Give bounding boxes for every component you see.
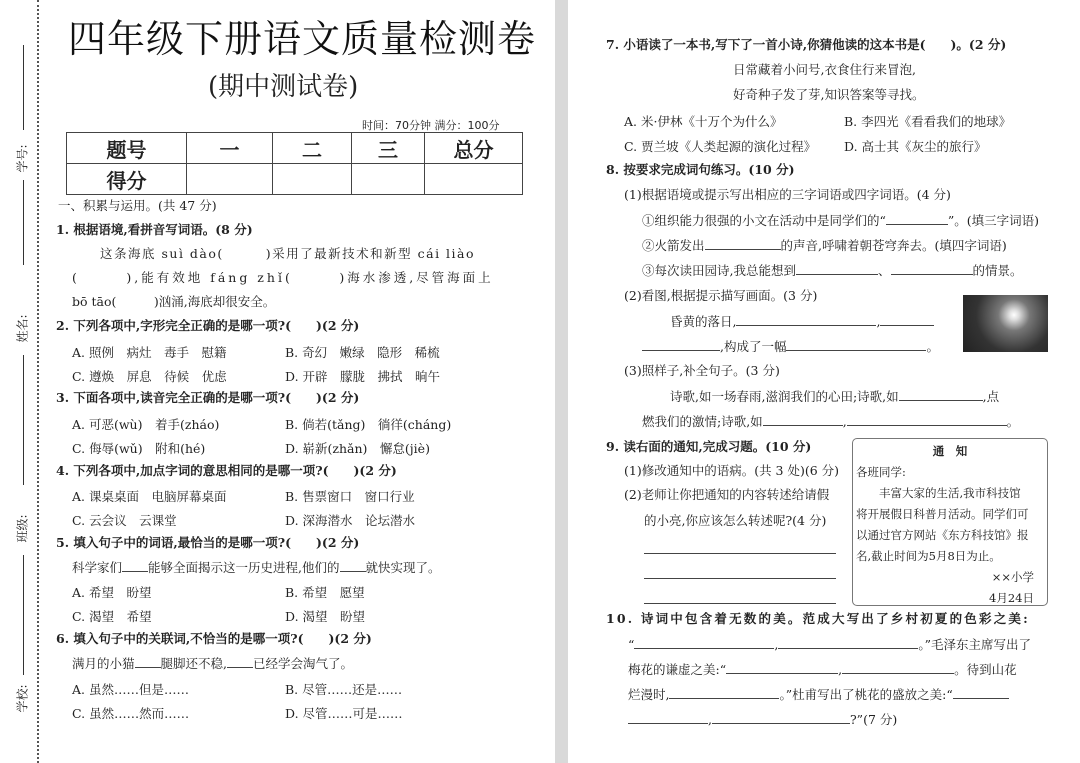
option-a[interactable]: A. 照例 病灶 毒手 慰籍: [72, 345, 227, 360]
binding-line: [37, 0, 39, 763]
page-subtitle: (期中测试卷): [208, 72, 359, 102]
question-title: 2. 下列各项中,字形完全正确的是哪一项?( )(2 分): [56, 318, 360, 333]
text: ?”(7 分): [849, 712, 898, 727]
sunset-image: [963, 295, 1048, 352]
option-b[interactable]: B. 倘若(tǎng) 徜徉(cháng): [285, 417, 452, 432]
question-title: 4. 下列各项中,加点字词的意思相同的是哪一项?( )(2 分): [56, 463, 397, 478]
text: 昏黄的落日,: [670, 314, 737, 329]
question-text: [72, 559, 441, 576]
margin-label-class: 班级:: [15, 514, 30, 543]
answer-line[interactable]: [644, 591, 836, 604]
text: ,: [708, 712, 712, 727]
score-cell[interactable]: [352, 164, 425, 195]
score-cell[interactable]: [425, 164, 523, 195]
option-c[interactable]: C. 虽然……然而……: [72, 706, 190, 721]
text: ,: [876, 314, 881, 329]
notice-signature: ××小学: [991, 570, 1034, 584]
option-d[interactable]: D. 尽管……可是……: [285, 706, 403, 721]
text: 腿脚还不稳,: [160, 656, 227, 671]
blank[interactable]: [642, 338, 720, 351]
question-title: 6. 填入句子中的关联词,不恰当的是哪一项?( )(2 分): [56, 631, 372, 646]
question-text: 这条海底 suì dào( )采用了最新技术和新型 cái liào: [100, 246, 476, 261]
row-label: 得分: [67, 164, 187, 195]
blank[interactable]: [628, 711, 708, 724]
text: ,构成了一幅: [720, 339, 787, 354]
subquestion-title: (3)照样子,补全句子。(3 分): [624, 363, 780, 378]
text: 就快实现了。: [365, 560, 441, 575]
notice-greeting: 各班同学:: [856, 465, 906, 479]
option-a[interactable]: A. 可恶(wù) 着手(zháo): [72, 417, 220, 432]
option-a[interactable]: A. 课桌桌面 电脑屏幕桌面: [72, 489, 227, 504]
question-text: bō tāo( )汹涌,海底却很安全。: [72, 294, 276, 309]
question-title: 9. 读右面的通知,完成习题。(10 分): [606, 439, 812, 454]
text: 的情景。: [972, 263, 1023, 278]
margin-label-school: 学校:: [15, 684, 30, 713]
blank[interactable]: [899, 388, 983, 401]
blank[interactable]: [736, 313, 876, 326]
score-cell[interactable]: [187, 164, 273, 195]
question-text: [72, 655, 353, 672]
margin-label-name: 姓名:: [15, 314, 30, 343]
question-text: [670, 313, 934, 330]
blank[interactable]: [712, 711, 850, 724]
answer-line: [23, 45, 24, 130]
notice-body: 将开展假日科普月活动。同学们可: [856, 507, 1029, 521]
option-d[interactable]: D. 渴望 盼望: [285, 609, 366, 624]
blank[interactable]: [886, 212, 948, 225]
text: 。待到山花: [954, 662, 1017, 677]
text: 、: [877, 263, 891, 278]
question-text: [642, 212, 1039, 229]
option-a[interactable]: A. 米·伊林《十万个为什么》: [624, 114, 783, 129]
score-table: [66, 132, 523, 195]
question-text: [628, 711, 897, 728]
blank[interactable]: [847, 413, 1007, 426]
option-b[interactable]: B. 尽管……还是……: [285, 682, 403, 697]
text: ①组织能力很强的小文在活动中是同学们的“: [642, 213, 886, 228]
page-title: 四年级下册语文质量检测卷: [68, 17, 537, 61]
question-text: [642, 413, 1019, 430]
question-text: [670, 388, 999, 405]
text: 燃我们的激情;诗歌,如: [642, 414, 763, 429]
blank[interactable]: [880, 313, 934, 326]
subquestion-title: (1)修改通知中的语病。(共 3 处)(6 分): [624, 463, 840, 478]
option-c[interactable]: C. 遵焕 屏息 待候 优虑: [72, 369, 227, 384]
blank[interactable]: [669, 686, 779, 699]
text: ”。(填三字词语): [947, 213, 1040, 228]
notice-body: 丰富大家的生活,我市科技馆: [856, 486, 1021, 500]
text: ,: [838, 662, 843, 677]
text: 满月的小猫: [72, 656, 135, 671]
option-a[interactable]: A. 虽然……但是……: [72, 682, 189, 697]
poem-line: 日常藏着小问号,衣食住行来冒泡,: [733, 62, 916, 77]
blank[interactable]: [786, 338, 926, 351]
blank[interactable]: [122, 559, 148, 572]
text: ,: [842, 414, 847, 429]
question-text: [642, 338, 939, 355]
table-header: 三: [352, 133, 425, 164]
text: ,: [774, 637, 779, 652]
notice-box: [852, 438, 1048, 606]
text: 梅花的谦虚之美:“: [628, 662, 727, 677]
exam-meta: 时间：70分钟 满分：100分: [362, 119, 500, 132]
answer-line: [23, 555, 24, 675]
blank[interactable]: [953, 686, 1009, 699]
notice-date: 4月24日: [989, 591, 1034, 605]
section-heading: 一、积累与运用。(共 47 分): [58, 198, 217, 213]
score-cell[interactable]: [273, 164, 352, 195]
question-title: 1. 根据语境,看拼音写词语。(8 分): [56, 222, 253, 237]
option-c[interactable]: C. 侮辱(wǔ) 附和(hé): [72, 441, 206, 456]
subquestion-title: (2)看图,根据提示描写画面。(3 分): [624, 288, 818, 303]
question-text: ( ),能有效地 fáng zhǐ( )海水渗透,尽管海面上: [72, 270, 494, 285]
text: 的声音,呼啸着朝苍穹奔去。(填四字词语): [780, 238, 1007, 253]
text: 烂漫时,: [628, 687, 670, 702]
option-b[interactable]: B. 李四光《看看我们的地球》: [844, 114, 1012, 129]
question-text: [642, 237, 1007, 254]
notice-title: 通 知: [932, 444, 968, 458]
text: ②火箭发出: [642, 238, 705, 253]
option-d[interactable]: D. 开辟 朦胧 拂拭 晌午: [285, 369, 441, 384]
answer-line[interactable]: [644, 566, 836, 579]
question-title: 7. 小语读了一本书,写下了一首小诗,你猜他读的这本书是( )。(2 分): [606, 37, 1007, 52]
option-d[interactable]: D. 高士其《灰尘的旅行》: [844, 139, 987, 154]
question-title: 5. 填入句子中的词语,最恰当的是哪一项?( )(2 分): [56, 535, 360, 550]
text: 科学家们: [72, 560, 123, 575]
text: ③每次读田园诗,我总能想到: [642, 263, 796, 278]
blank[interactable]: [634, 636, 774, 649]
option-d[interactable]: D. 深海潜水 论坛潜水: [285, 513, 416, 528]
poem-line: 好奇种子发了芽,知识答案等寻找。: [733, 87, 925, 102]
text: 。”杜甫写出了桃花的盛放之美:“: [779, 687, 953, 702]
option-b[interactable]: B. 希望 愿望: [285, 585, 365, 600]
blank[interactable]: [705, 237, 781, 250]
question-text: [628, 686, 1009, 703]
answer-line: [23, 180, 24, 265]
text: 诗歌,如一场春雨,滋润我们的心田;诗歌,如: [670, 389, 899, 404]
right-page: [568, 0, 1080, 763]
blank[interactable]: [778, 636, 918, 649]
blank[interactable]: [227, 655, 253, 668]
margin-label-id: 学号:: [15, 144, 30, 173]
option-d[interactable]: D. 崭新(zhǎn) 懈怠(jiè): [285, 441, 430, 456]
text: 。: [926, 339, 939, 354]
blank[interactable]: [340, 559, 366, 572]
text: 。: [1006, 414, 1020, 429]
text: 已经学会淘气了。: [253, 656, 354, 671]
table-header: 一: [187, 133, 273, 164]
option-a[interactable]: A. 希望 盼望: [72, 585, 152, 600]
option-b[interactable]: B. 奇幻 嫩绿 隐形 稀梳: [285, 345, 440, 360]
subquestion-title: 的小亮,你应该怎么转述呢?(4 分): [644, 513, 827, 528]
question-text: [628, 661, 1017, 678]
option-b[interactable]: B. 售票窗口 窗口行业: [285, 489, 415, 504]
question-title: 3. 下面各项中,读音完全正确的是哪一项?( )(2 分): [56, 390, 360, 405]
text: 能够全面揭示这一历史进程,他们的: [148, 560, 340, 575]
blank[interactable]: [796, 262, 878, 275]
subquestion-title: (1)根据语境或提示写出相应的三字词语或四字词语。(4 分): [624, 187, 951, 202]
subquestion-title: (2)老师让你把通知的内容转述给请假: [624, 487, 830, 502]
table-header: 总分: [425, 133, 523, 164]
question-text: [628, 636, 1031, 653]
notice-body: 名,截止时间为5月8日为止。: [856, 549, 1001, 563]
table-header: 题号: [67, 133, 187, 164]
blank[interactable]: [726, 661, 838, 674]
text: 。”毛泽东主席写出了: [918, 637, 1032, 652]
blank[interactable]: [891, 262, 973, 275]
question-title: 10. 诗词中包含着无数的美。范成大写出了乡村初夏的色彩之美:: [606, 611, 1030, 626]
blank[interactable]: [763, 413, 843, 426]
text: “: [628, 637, 635, 652]
question-text: [642, 262, 1023, 279]
question-title: 8. 按要求完成词句练习。(10 分): [606, 162, 795, 177]
option-c[interactable]: C. 渴望 希望: [72, 609, 152, 624]
text: ,点: [982, 389, 1000, 404]
notice-body: 以通过官方网站《东方科技馆》报: [856, 528, 1029, 542]
option-c[interactable]: C. 云会议 云课堂: [72, 513, 177, 528]
option-c[interactable]: C. 贾兰坡《人类起源的演化过程》: [624, 139, 817, 154]
blank[interactable]: [842, 661, 954, 674]
answer-line: [23, 355, 24, 485]
table-header: 二: [273, 133, 352, 164]
blank[interactable]: [135, 655, 161, 668]
answer-line[interactable]: [644, 541, 836, 554]
